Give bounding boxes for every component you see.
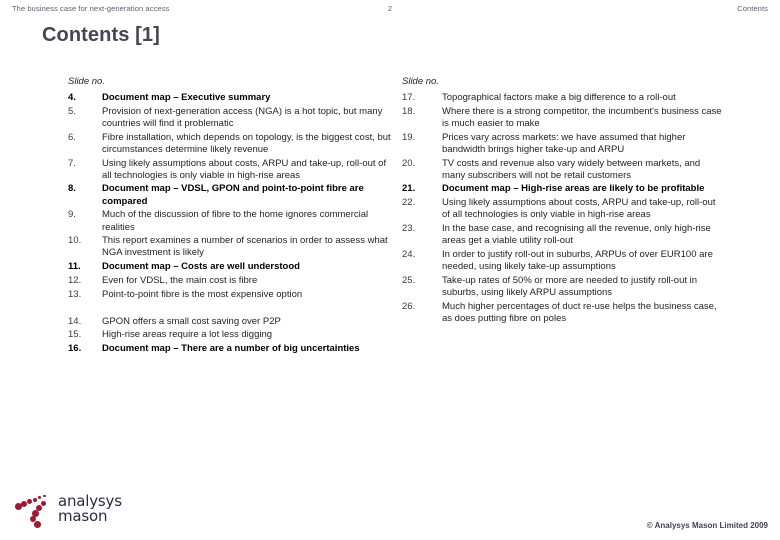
contents-entry-number: 4.: [68, 92, 76, 103]
slide-header: [0, 0, 780, 18]
contents-entry-number: 12.: [68, 274, 82, 286]
slide-no-caption-right: Slide no.: [402, 76, 439, 87]
page-title: Contents [1]: [42, 24, 160, 46]
contents-entry[interactable]: [68, 106, 393, 130]
contents-entry-text: Point-to-point fibre is the most expensive option: [102, 288, 303, 300]
contents-entry[interactable]: [68, 275, 393, 287]
contents-entry-number: 9.: [68, 209, 76, 221]
contents-entry-text: High-rise areas require a lot less digging: [102, 329, 273, 341]
contents-entry[interactable]: [68, 329, 393, 341]
contents-entry-text: Document map – High-rise areas are likely to be profitable: [442, 183, 705, 195]
contents-entry-number: 15.: [68, 329, 82, 341]
contents-entry[interactable]: [68, 289, 393, 301]
contents-entry[interactable]: [68, 235, 393, 259]
contents-entry-number: 16.: [68, 343, 82, 355]
header-document-title: The business case for next-generation access: [12, 4, 170, 13]
logo-dot: [33, 498, 37, 502]
contents-entry-number: 11.: [68, 261, 81, 273]
contents-entry[interactable]: [68, 261, 393, 273]
contents-entry-number: 26.: [402, 300, 416, 312]
contents-entry-number: 21.: [402, 183, 416, 195]
logo-dot: [41, 501, 46, 506]
contents-entry[interactable]: [402, 301, 722, 325]
logo-word-line2: mason: [58, 507, 108, 525]
contents-entry[interactable]: [402, 223, 722, 247]
header-page-number: 2: [387, 4, 393, 13]
contents-entry-text: Document map – VDSL, GPON and point-to-point fibre are compared: [102, 183, 364, 207]
contents-entry-number: 7.: [68, 157, 76, 169]
contents-entry[interactable]: [402, 106, 722, 130]
contents-entry-text: In order to justify roll-out in suburbs, ARPUs of over EUR100 are needed, using likely take-up assumptions: [442, 248, 713, 273]
contents-entry-number: 24.: [402, 248, 416, 260]
contents-entry-text: Using likely assumptions about costs, ARPU and take-up, roll-out of all technologies is only viable in high-rise areas: [102, 157, 387, 181]
contents-entry-text: Prices vary across markets: we have assumed that higher bandwidth brings higher take-up and ARPU: [442, 131, 686, 155]
contents-entry-number: 19.: [402, 131, 416, 143]
contents-entry[interactable]: [68, 132, 393, 156]
header-section-label: Contents: [737, 4, 768, 13]
contents-entry-number: 18.: [402, 105, 416, 117]
logo-dot: [27, 499, 32, 504]
contents-entry-number: 20.: [402, 157, 416, 169]
contents-entry-number: 14.: [68, 315, 82, 327]
contents-entry-number: 13.: [68, 288, 82, 300]
contents-entry-text: Much of the discussion of fibre to the home ignores commercial realities: [102, 209, 369, 233]
contents-entry[interactable]: [68, 92, 393, 104]
contents-entry-text: Document map – Costs are well understood: [102, 261, 300, 273]
contents-entry-text: Fibre installation, which depends on topology, is the biggest cost, but circumstances determine likely revenue: [102, 131, 391, 155]
contents-entry[interactable]: [68, 183, 393, 207]
logo-dots-icon: [14, 492, 56, 528]
contents-entry-number: 22.: [402, 197, 416, 209]
contents-entry-text: Much higher percentages of duct re-use helps the business case, as does putting fibre on poles: [442, 300, 717, 324]
copyright-notice: © Analysys Mason Limited 2009: [646, 521, 768, 530]
contents-entry[interactable]: [68, 158, 393, 182]
contents-entry-text: Take-up rates of 50% or more are needed to justify roll-out in suburbs, using likely ARPU assumptions: [442, 274, 698, 299]
contents-list-left: [68, 92, 393, 355]
contents-entry-text: GPON offers a small cost saving over P2P: [102, 315, 281, 327]
contents-entry-text: Where there is a strong competitor, the incumbent's business case is much easier to make: [442, 105, 722, 129]
contents-entry-text: Topographical factors make a big difference to a roll-out: [442, 92, 676, 103]
contents-entry[interactable]: [402, 183, 722, 195]
contents-entry-number: 23.: [402, 223, 416, 235]
logo-dot: [34, 521, 41, 528]
contents-entry-text: Even for VDSL, the main cost is fibre: [102, 274, 258, 286]
contents-entry[interactable]: [402, 249, 722, 273]
contents-entry[interactable]: [402, 197, 722, 221]
contents-entry-text: Document map – There are a number of big uncertainties: [102, 343, 360, 355]
contents-entry-text: Provision of next-generation access (NGA) is a hot topic, but many countries will find it problematic: [102, 105, 383, 129]
contents-entry-text: This report examines a number of scenarios in order to assess what NGA investment is likely: [102, 235, 388, 259]
contents-entry-number: 25.: [402, 274, 416, 286]
contents-entry[interactable]: [402, 158, 722, 182]
contents-entry-text: Using likely assumptions about costs, ARPU and take-up, roll-out of all technologies is only viable in high-rise areas: [442, 197, 716, 221]
contents-entry[interactable]: [402, 275, 722, 299]
contents-entry-text: In the base case, and recognising all the revenue, only high-rise areas get a viable utility roll-out: [442, 223, 711, 247]
contents-entry-number: 10.: [68, 235, 82, 247]
logo-dot: [38, 496, 41, 499]
contents-entry[interactable]: [68, 316, 393, 328]
contents-entry-number: 5.: [68, 105, 76, 117]
contents-column-left: [68, 76, 393, 357]
logo-dot: [43, 495, 46, 498]
contents-list-right: [402, 92, 722, 325]
contents-entry-number: 6.: [68, 131, 76, 143]
contents-column-right: [402, 76, 722, 327]
contents-entry-text: Document map – Executive summary: [102, 92, 271, 103]
contents-entry[interactable]: [402, 132, 722, 156]
contents-entry-text: TV costs and revenue also vary widely between markets, and many subscribers will not be retail customers: [442, 157, 701, 181]
contents-entry[interactable]: [68, 343, 393, 355]
contents-entry-number: 8.: [68, 183, 76, 195]
contents-entry-number: 17.: [402, 92, 416, 103]
contents-entry[interactable]: [402, 92, 722, 104]
contents-entry[interactable]: [68, 209, 393, 233]
analysys-mason-logo: [14, 488, 129, 532]
logo-word-line1: analysys: [58, 492, 122, 510]
logo-wordmark: [58, 494, 122, 524]
slide-no-caption-left: Slide no.: [68, 76, 105, 87]
